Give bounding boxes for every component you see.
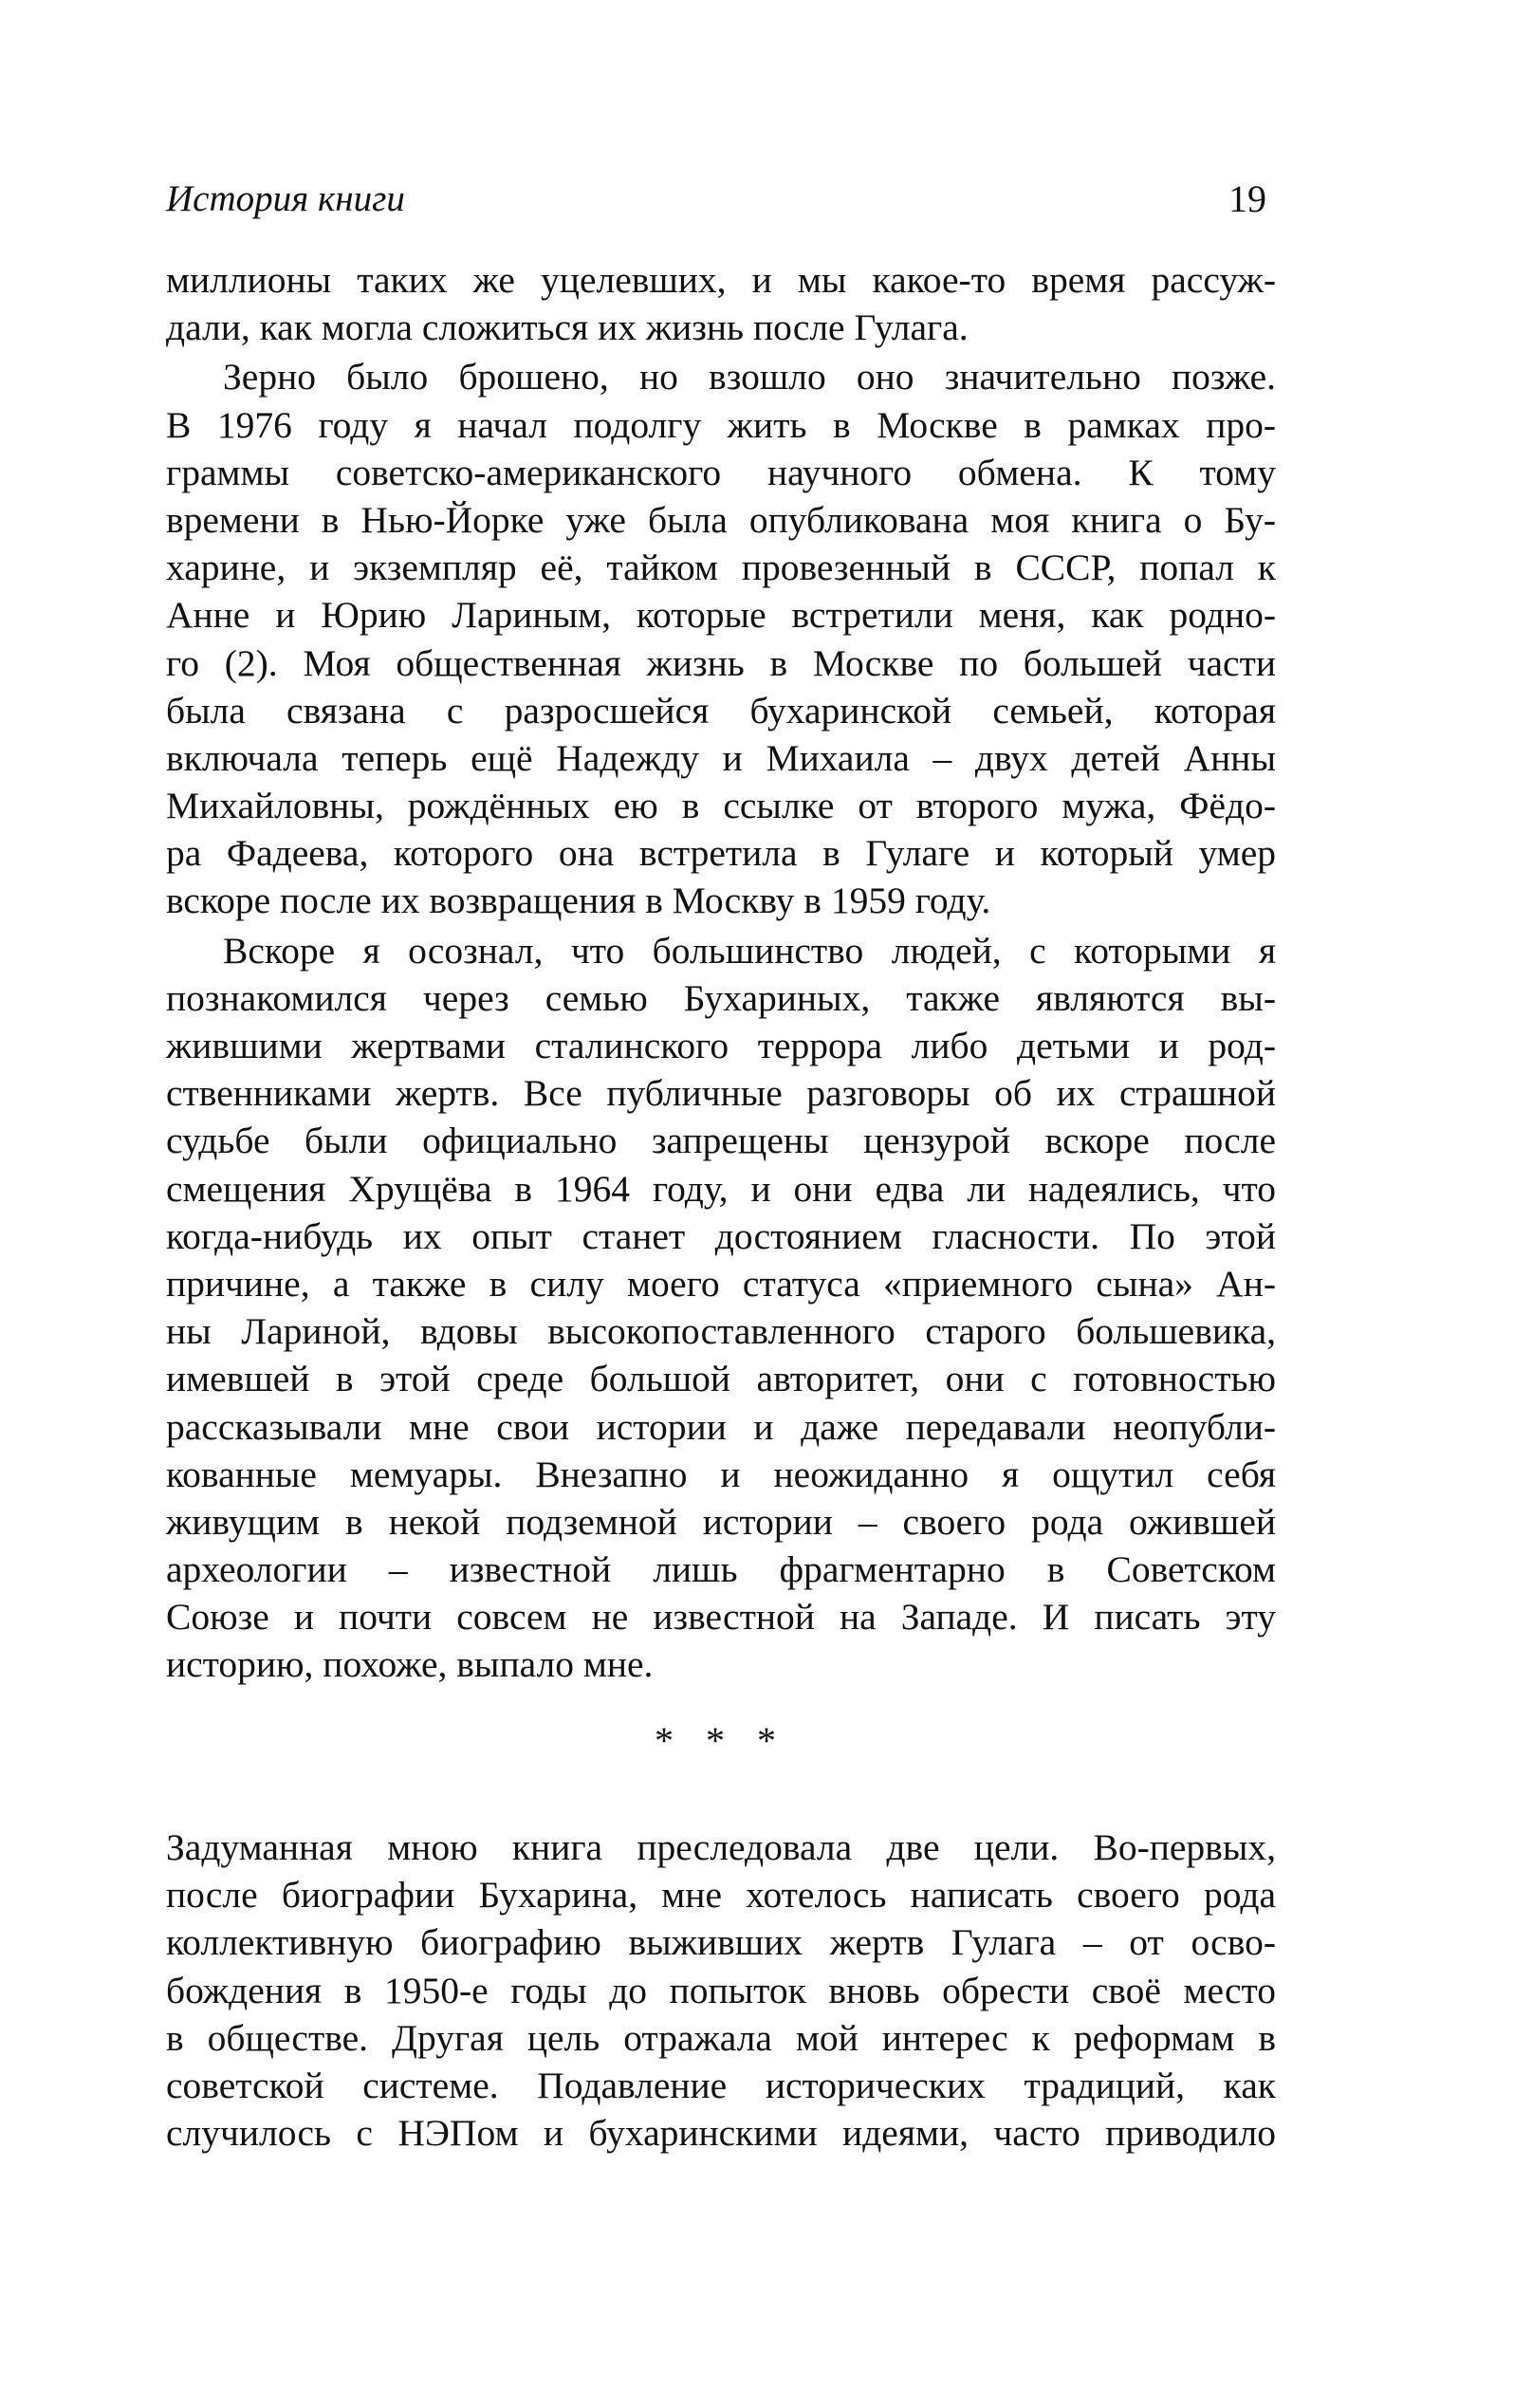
text-line: включала теперь ещё Надежду и Михаила – двух детей Анны — [166, 736, 1276, 779]
text-line: познакомился через семью Бухариных, также являются вы- — [166, 976, 1276, 1019]
text-line: Михайловны, рождённых ею в ссылке от второго мужа, Фёдо- — [166, 785, 1276, 827]
text-line: Задуманная мною книга преследовала две цели. Во-первых, — [166, 1826, 1276, 1868]
text-line: вскоре после их возвращения в Москву в 1959 году. — [166, 880, 991, 922]
text-line: бождения в 1950-е годы до попыток вновь обрести своё место — [166, 1969, 1276, 2011]
text-line: времени в Нью-Йорке уже была опубликована моя книга о Бу- — [166, 498, 1276, 541]
main-text-continued — [166, 1824, 1276, 2157]
running-head-title: История книги — [166, 178, 405, 219]
text-line: когда-нибудь их опыт станет достоянием гласности. По этой — [166, 1214, 1276, 1257]
text-line: Анне и Юрию Лариным, которые встретили меня, как родно- — [166, 594, 1276, 637]
text-line: Вскоре я осознал, что большинство людей, с которыми я — [223, 929, 1276, 972]
text-line: миллионы таких же уцелевших, и мы какое-то время рассуж- — [166, 259, 1276, 301]
text-line: в обществе. Другая цель отражала мой интерес к реформам в — [166, 2016, 1276, 2059]
text-line: ны Лариной, вдовы высокопоставленного старого большевика, — [166, 1310, 1276, 1353]
text-line: ственниками жертв. Все публичные разговоры об их страшной — [166, 1072, 1276, 1115]
text-line: причине, а также в силу моего статуса «приемного сына» Ан- — [166, 1262, 1276, 1305]
text-line: смещения Хрущёва в 1964 году, и они едва ли надеялись, что — [166, 1167, 1276, 1210]
text-line: рассказывали мне свои истории и даже передавали неопубли- — [166, 1405, 1276, 1448]
text-line: живущим в некой подземной истории – своего рода ожившей — [166, 1500, 1276, 1543]
text-line: кованные мемуары. Внезапно и неожиданно я ощутил себя — [166, 1453, 1276, 1495]
text-line: случилось с НЭПом и бухаринскими идеями, часто приводило — [166, 2112, 1276, 2155]
text-line: дали, как могла сложиться их жизнь после Гулага. — [166, 306, 969, 349]
text-line: советской системе. Подавление исторических традиций, как — [166, 2064, 1276, 2106]
text-line: жившими жертвами сталинского террора либо детьми и род- — [166, 1025, 1276, 1066]
section-separator: * * * — [655, 1719, 787, 1762]
main-text — [166, 256, 1276, 1689]
text-line: судьбе были официально запрещены цензурой вскоре после — [166, 1120, 1276, 1162]
text-line: го (2). Моя общественная жизнь в Москве по большей части — [166, 641, 1276, 684]
text-line: была связана с разросшейся бухаринской семьей, которая — [166, 689, 1276, 732]
text-line: имевшей в этой среде большой авторитет, они с готовностью — [166, 1358, 1276, 1400]
text-line: В 1976 году я начал подолгу жить в Москве в рамках про- — [166, 403, 1276, 446]
text-line: археологии – известной лишь фрагментарно в Советском — [166, 1548, 1276, 1591]
running-head — [166, 176, 1276, 232]
text-line: ра Фадеева, которого она встретила в Гулаге и который умер — [166, 832, 1276, 875]
text-line: харине, и экземпляр её, тайком провезенный в СССР, попал к — [166, 546, 1276, 589]
text-line: после биографии Бухарина, мне хотелось написать своего рода — [166, 1874, 1276, 1917]
text-line: Союзе и почти совсем не известной на Западе. И писать эту — [166, 1596, 1276, 1639]
text-line: историю, похоже, выпало мне. — [166, 1643, 654, 1686]
text-line: Зерно было брошено, но взошло оно значительно позже. — [223, 356, 1276, 398]
text-line: граммы советско-американского научного обмена. К тому — [166, 451, 1276, 493]
page-number: 19 — [1228, 177, 1266, 220]
text-line: коллективную биографию выживших жертв Гулага – от осво- — [166, 1921, 1276, 1964]
